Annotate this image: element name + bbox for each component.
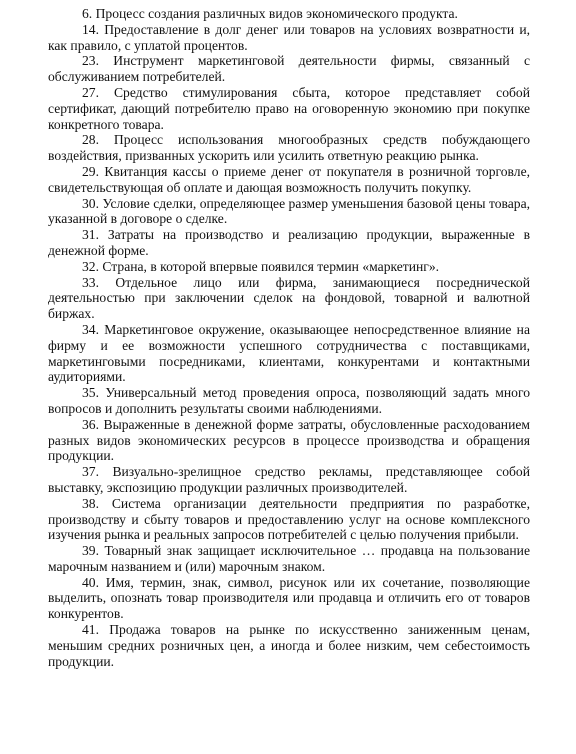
item-text: Продажа товаров на рынке по искусственно заниженным ценам, меньшим средних розничных цен, а иногда и более низким, чем себестоимость продукции.	[48, 622, 530, 669]
item-number: 6.	[82, 6, 93, 21]
list-item	[48, 385, 530, 417]
item-number: 14.	[82, 21, 99, 37]
item-text: Выраженные в денежной форме затраты, обусловленные расходованием разных видов экономических ресурсов в процессе производства и обращения продукции.	[48, 416, 530, 464]
item-number: 36.	[82, 416, 99, 432]
item-number: 29.	[82, 163, 99, 179]
item-text: Отдельное лицо или фирма, занимающиеся посреднической деятельностью при заключении сделок на фондовой, товарной и валютной биржах.	[48, 274, 530, 322]
list-item	[48, 417, 530, 464]
item-number: 27.	[82, 84, 99, 100]
item-number: 33.	[82, 274, 99, 290]
list-item	[48, 259, 530, 275]
item-number: 34.	[82, 321, 99, 337]
list-item	[48, 164, 530, 196]
list-item	[48, 496, 530, 543]
list-item	[48, 322, 530, 385]
list-item	[48, 275, 530, 322]
list-item	[48, 227, 530, 259]
list-item	[48, 622, 530, 669]
item-number: 28.	[82, 132, 99, 148]
item-text: Процесс создания различных видов экономического продукта.	[95, 6, 458, 21]
item-number: 37.	[82, 464, 99, 480]
list-item	[48, 575, 530, 622]
list-item	[48, 85, 530, 132]
item-number: 23.	[82, 53, 99, 69]
item-number: 31.	[82, 227, 99, 243]
list-item	[48, 6, 530, 22]
item-number: 32.	[82, 258, 99, 274]
item-text: Инструмент маркетинговой деятельности фирмы, связанный с обслуживанием потребителей.	[48, 53, 530, 85]
item-text: Система организации деятельности предприятия по разработке, производству и сбыту товаров и предоставлению услуг на основе комплексного изучения рынка и реальных запросов потребителей с целью получения прибыли.	[48, 495, 530, 543]
item-text: Условие сделки, определяющее размер уменьшения базовой цены товара, указанной в договоре о сделке.	[48, 195, 530, 227]
item-text: Страна, в которой впервые появился термин «маркетинг».	[102, 258, 440, 274]
list-item	[48, 464, 530, 496]
list-item	[48, 53, 530, 85]
document-page	[48, 6, 530, 669]
item-number: 39.	[82, 543, 99, 559]
list-item	[48, 132, 530, 164]
item-number: 35.	[82, 385, 99, 401]
item-number: 30.	[82, 195, 99, 211]
item-text: Затраты на производство и реализацию продукции, выраженные в денежной форме.	[48, 227, 530, 258]
item-text: Универсальный метод проведения опроса, позволяющий задать много вопросов и дополнить результаты своими наблюдениями.	[48, 385, 531, 416]
item-number: 41.	[82, 622, 99, 638]
item-text: Квитанция кассы о приеме денег от покупателя в розничной торговле, свидетельствующая об оплате и дающая возможность получить покупку.	[48, 163, 530, 195]
list-item	[48, 543, 530, 575]
item-number: 40.	[82, 574, 99, 590]
item-text: Предоставление в долг денег или товаров на условиях возвратности и, как правило, с уплатой процентов.	[48, 21, 530, 53]
item-text: Имя, термин, знак, символ, рисунок или их сочетание, позволяющие выделить, опознать товар производителя или продавца и отличить его от товаров конкурентов.	[48, 574, 530, 622]
item-text: Средство стимулирования сбыта, которое представляет собой сертификат, дающий потребителю право на оговоренную экономию при покупке конкретного товара.	[48, 84, 530, 132]
item-text: Процесс использования многообразных средств побуждающего воздействия, призванных ускорить или усилить ответную реакцию рынка.	[48, 132, 530, 164]
list-item	[48, 196, 530, 228]
item-number: 38.	[82, 495, 99, 511]
item-text: Товарный знак защищает исключительное … продавца на пользование марочным названием и (или) марочным знаком.	[48, 543, 530, 574]
list-item	[48, 22, 530, 54]
item-text: Маркетинговое окружение, оказывающее непосредственное влияние на фирму и ее возможности успешного сотрудничества с поставщиками, маркетинговыми посредниками, клиентами, конкурентами и контактными аудиториями.	[48, 321, 530, 385]
item-text: Визуально-зрелищное средство рекламы, представляющее собой выставку, экспозицию продукции различных производителей.	[48, 464, 530, 495]
